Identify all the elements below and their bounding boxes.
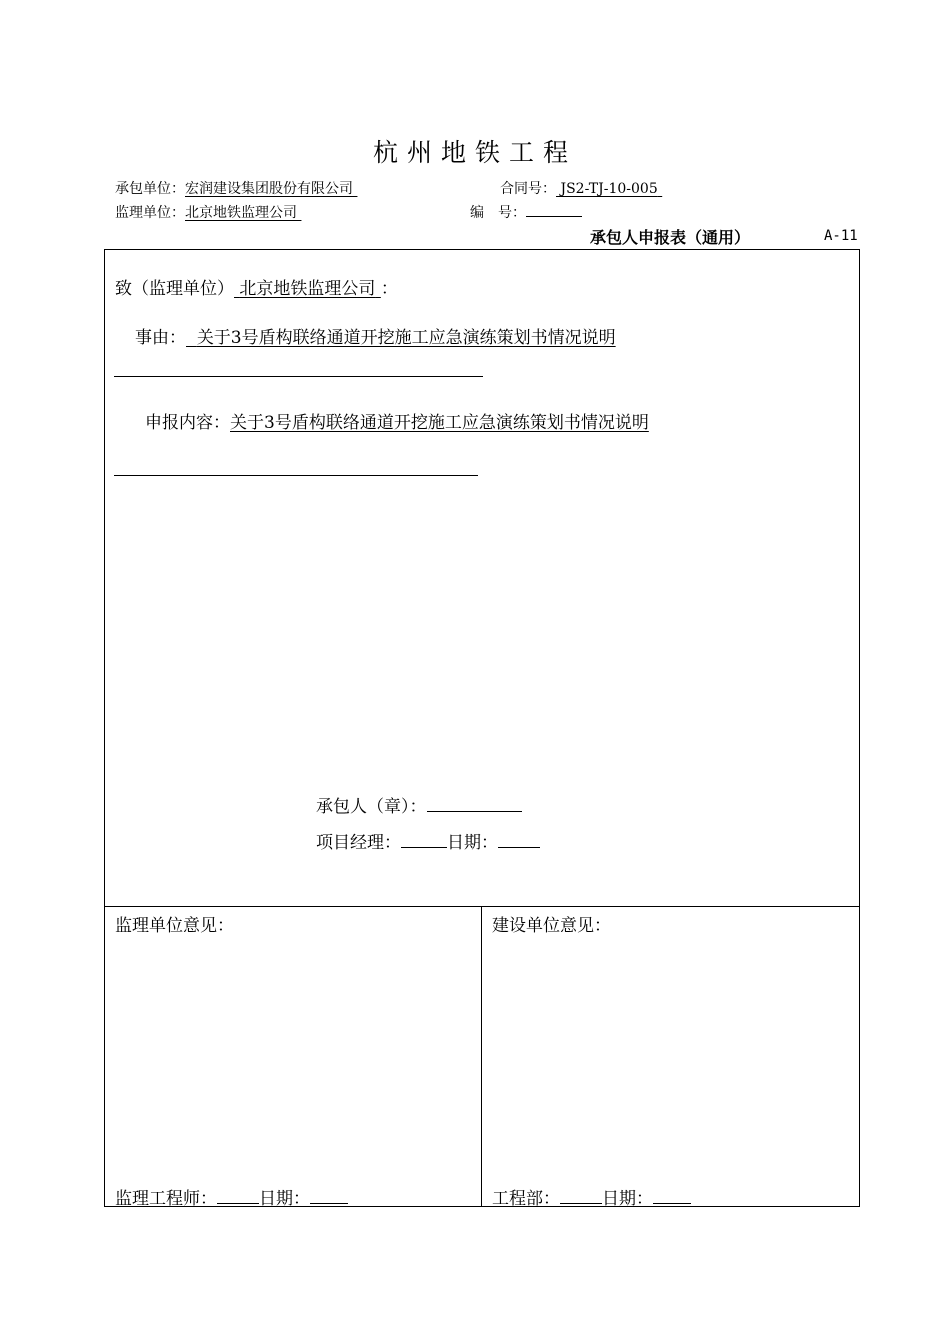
addressee-suffix: ： bbox=[380, 279, 398, 299]
supervisor-engineer-label: 监理工程师： bbox=[115, 1189, 217, 1209]
serial-blank bbox=[526, 202, 582, 217]
reason-continuation-line bbox=[114, 376, 483, 377]
contractor-line bbox=[115, 178, 357, 198]
supervisor-value: 北京地铁监理公司 bbox=[185, 205, 297, 221]
contractor-value: 宏润建设集团股份有限公司 bbox=[185, 181, 353, 197]
owner-date-label: 日期： bbox=[602, 1189, 653, 1209]
reason-value: 关于3号盾构联络通道开挖施工应急演练策划书情况说明 bbox=[196, 328, 616, 348]
contractor-seal-line bbox=[316, 792, 522, 817]
owner-date-blank bbox=[653, 1189, 691, 1204]
contract-no-line bbox=[500, 178, 662, 198]
supervisor-date-label: 日期： bbox=[259, 1189, 310, 1209]
pm-date-blank bbox=[498, 833, 540, 848]
pm-date-label: 日期： bbox=[447, 833, 498, 853]
addressee-value: 北京地铁监理公司 bbox=[239, 279, 376, 299]
addressee-line bbox=[115, 274, 398, 299]
engineering-dept-blank bbox=[560, 1189, 602, 1204]
project-manager-line bbox=[316, 828, 540, 853]
content-value: 关于3号盾构联络通道开挖施工应急演练策划书情况说明 bbox=[230, 413, 649, 433]
owner-sign-line bbox=[492, 1184, 691, 1209]
project-manager-blank bbox=[401, 833, 447, 848]
supervisor-engineer-blank bbox=[217, 1189, 259, 1204]
supervisor-opinion-box bbox=[104, 906, 482, 1207]
contract-no-value: JS2-TJ-10-005 bbox=[560, 181, 658, 197]
project-manager-label: 项目经理： bbox=[316, 833, 401, 853]
contractor-seal-blank bbox=[427, 797, 522, 812]
supervisor-date-blank bbox=[310, 1189, 348, 1204]
owner-opinion-title: 建设单位意见： bbox=[492, 916, 611, 936]
supervisor-opinion-title: 监理单位意见： bbox=[115, 916, 234, 936]
serial-line bbox=[470, 202, 582, 222]
reason-label: 事由： bbox=[135, 328, 186, 348]
reason-line bbox=[135, 323, 616, 348]
contractor-label: 承包单位： bbox=[115, 181, 185, 197]
engineering-dept-label: 工程部： bbox=[492, 1189, 560, 1209]
serial-label: 编 号： bbox=[470, 205, 526, 221]
document-title: 杭州地铁工程 bbox=[372, 138, 577, 167]
form-title: 承包人申报表（通用） bbox=[590, 228, 751, 247]
supervisor-line bbox=[115, 202, 301, 222]
contract-no-label: 合同号： bbox=[500, 181, 556, 197]
content-line bbox=[145, 408, 649, 433]
contractor-seal-label: 承包人（章）： bbox=[316, 797, 427, 817]
form-code: A-11 bbox=[824, 228, 858, 244]
content-label: 申报内容： bbox=[145, 413, 230, 433]
supervisor-label: 监理单位： bbox=[115, 205, 185, 221]
supervisor-sign-line bbox=[115, 1184, 348, 1209]
addressee-label: 致（监理单位） bbox=[115, 279, 234, 299]
content-continuation-line bbox=[114, 475, 478, 476]
owner-opinion-box bbox=[481, 906, 860, 1207]
